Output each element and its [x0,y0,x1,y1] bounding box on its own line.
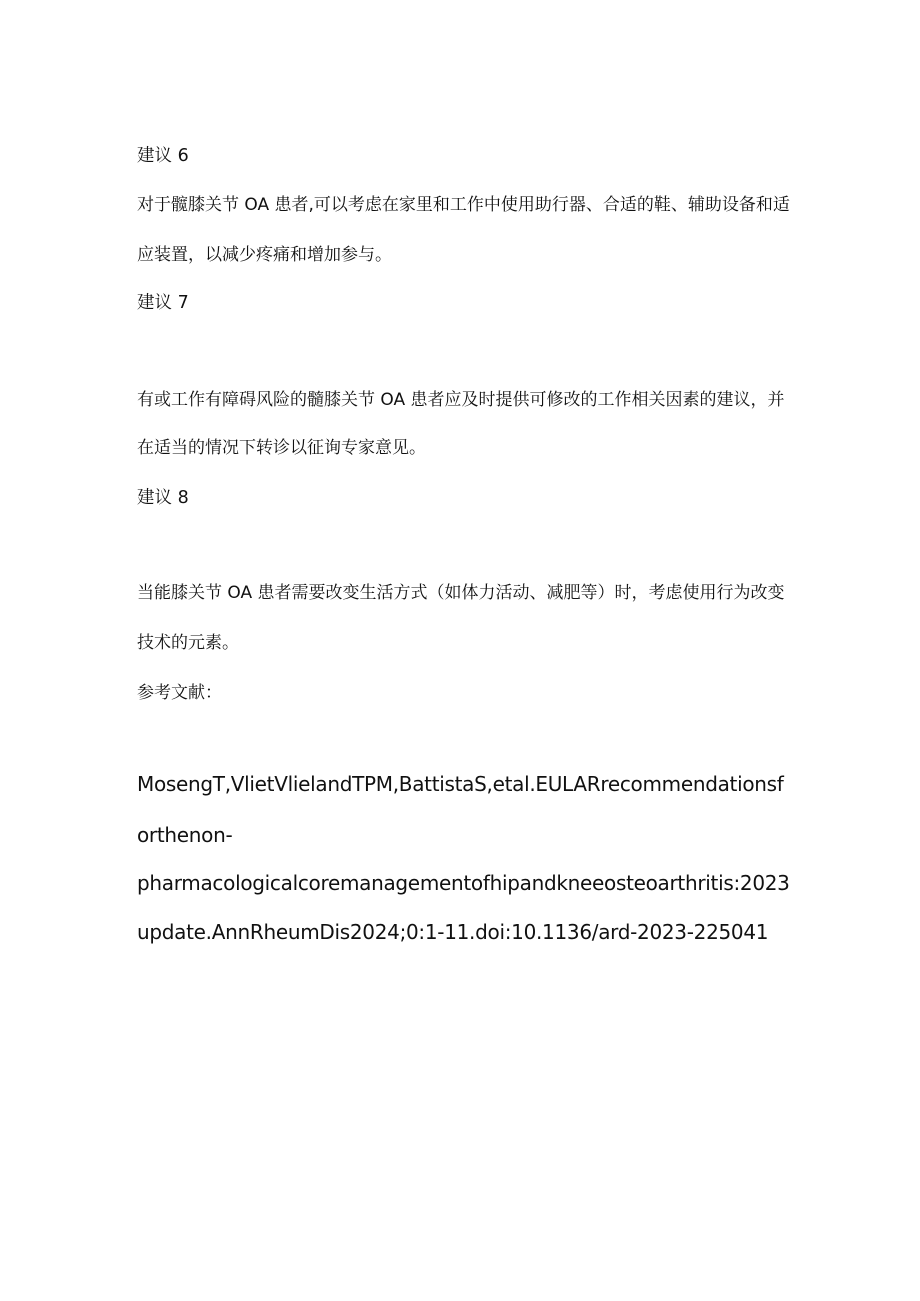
reference-line-3: pharmacologicalcoremanagementofhipandkneeosteoarthritis:2023 [137,871,790,895]
recommendation-7-text-line-1: 有或工作有障碍风险的髓膝关节 OA 患者应及时提供可修改的工作相关因素的建议，并 [137,390,785,410]
recommendation-8-heading: 建议 8 [137,488,189,508]
recommendation-6-text-line-1: 对于髋膝关节 OA 患者,可以考虑在家里和工作中使用助行器、合适的鞋、辅助设备和适 [137,195,790,215]
reference-line-2: orthenon- [137,823,233,847]
recommendation-7-text-line-2: 在适当的情况下转诊以征询专家意见。 [137,438,426,458]
reference-line-1: MosengT,VlietVlielandTPM,BattistaS,etal.EULARrecommendationsf [137,772,784,796]
recommendation-7-heading: 建议 7 [137,293,189,313]
reference-line-4: update.AnnRheumDis2024;0:1-11.doi:10.1136/ard-2023-225041 [137,920,769,944]
recommendation-6-heading: 建议 6 [137,146,189,166]
recommendation-6-text-line-2: 应装置，以减少疼痛和增加参与。 [137,245,392,265]
recommendation-8-text-line-2: 技术的元素。 [137,633,239,653]
recommendation-8-text-line-1: 当能膝关节 OA 患者需要改变生活方式（如体力活动、减肥等）时，考虑使用行为改变 [137,583,785,603]
references-heading: 参考文献： [137,683,222,703]
